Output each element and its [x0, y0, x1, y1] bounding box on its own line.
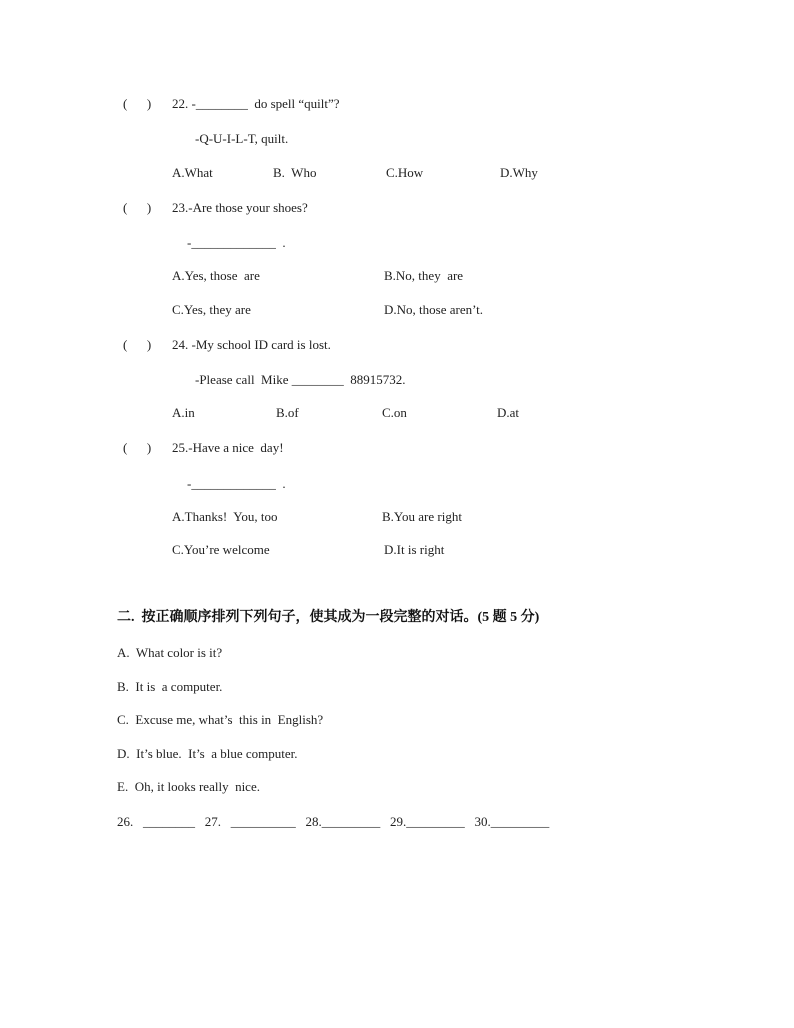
answer-parentheses[interactable]: ( ) — [123, 337, 152, 352]
option-d[interactable]: D.Why — [500, 165, 538, 180]
option-d[interactable]: D.No, those aren’t. — [384, 302, 484, 317]
question-stem: 24. -My school ID card is lost. — [172, 337, 331, 352]
sentence-c: C. Excuse me, what’s this in English? — [117, 712, 324, 727]
option-c[interactable]: C.on — [382, 405, 407, 420]
option-b[interactable]: B.You are right — [382, 509, 462, 524]
option-d[interactable]: D.It is right — [384, 542, 445, 557]
dialogue-reply: -Q-U-I-L-T, quilt. — [195, 131, 289, 146]
option-b[interactable]: B. Who — [273, 165, 317, 180]
answer-blanks[interactable]: 26. ________ 27. __________ 28._________ 29._________ 30._________ — [117, 814, 550, 829]
sentence-e: E. Oh, it looks really nice. — [117, 779, 260, 794]
question-stem: 23.-Are those your shoes? — [172, 200, 308, 215]
option-b[interactable]: B.of — [276, 405, 299, 420]
option-c[interactable]: C.How — [386, 165, 424, 180]
dialogue-reply: -Please call Mike ________ 88915732. — [195, 372, 406, 387]
option-c[interactable]: C.Yes, they are — [172, 302, 251, 317]
option-c[interactable]: C.You’re welcome — [172, 542, 270, 557]
answer-parentheses[interactable]: ( ) — [123, 200, 152, 215]
answer-parentheses[interactable]: ( ) — [123, 440, 152, 455]
option-a[interactable]: A.Yes, those are — [172, 268, 260, 283]
sentence-d: D. It’s blue. It’s a blue computer. — [117, 746, 298, 761]
option-a[interactable]: A.Thanks! You, too — [172, 509, 278, 524]
dialogue-reply: -_____________ . — [187, 476, 286, 491]
option-d[interactable]: D.at — [497, 405, 520, 420]
option-a[interactable]: A.in — [172, 405, 195, 420]
question-stem: 25.-Have a nice day! — [172, 440, 284, 455]
option-a[interactable]: A.What — [172, 165, 213, 180]
section-heading: 二. 按正确顺序排列下列句子，使其成为一段完整的对话。(5 题 5 分) — [117, 610, 540, 625]
sentence-b: B. It is a computer. — [117, 679, 223, 694]
dialogue-reply: -_____________ . — [187, 235, 286, 250]
answer-parentheses[interactable]: ( ) — [123, 96, 152, 111]
sentence-a: A. What color is it? — [117, 645, 223, 660]
option-b[interactable]: B.No, they are — [384, 268, 464, 283]
question-stem: 22. -________ do spell “quilt”? — [172, 96, 340, 111]
